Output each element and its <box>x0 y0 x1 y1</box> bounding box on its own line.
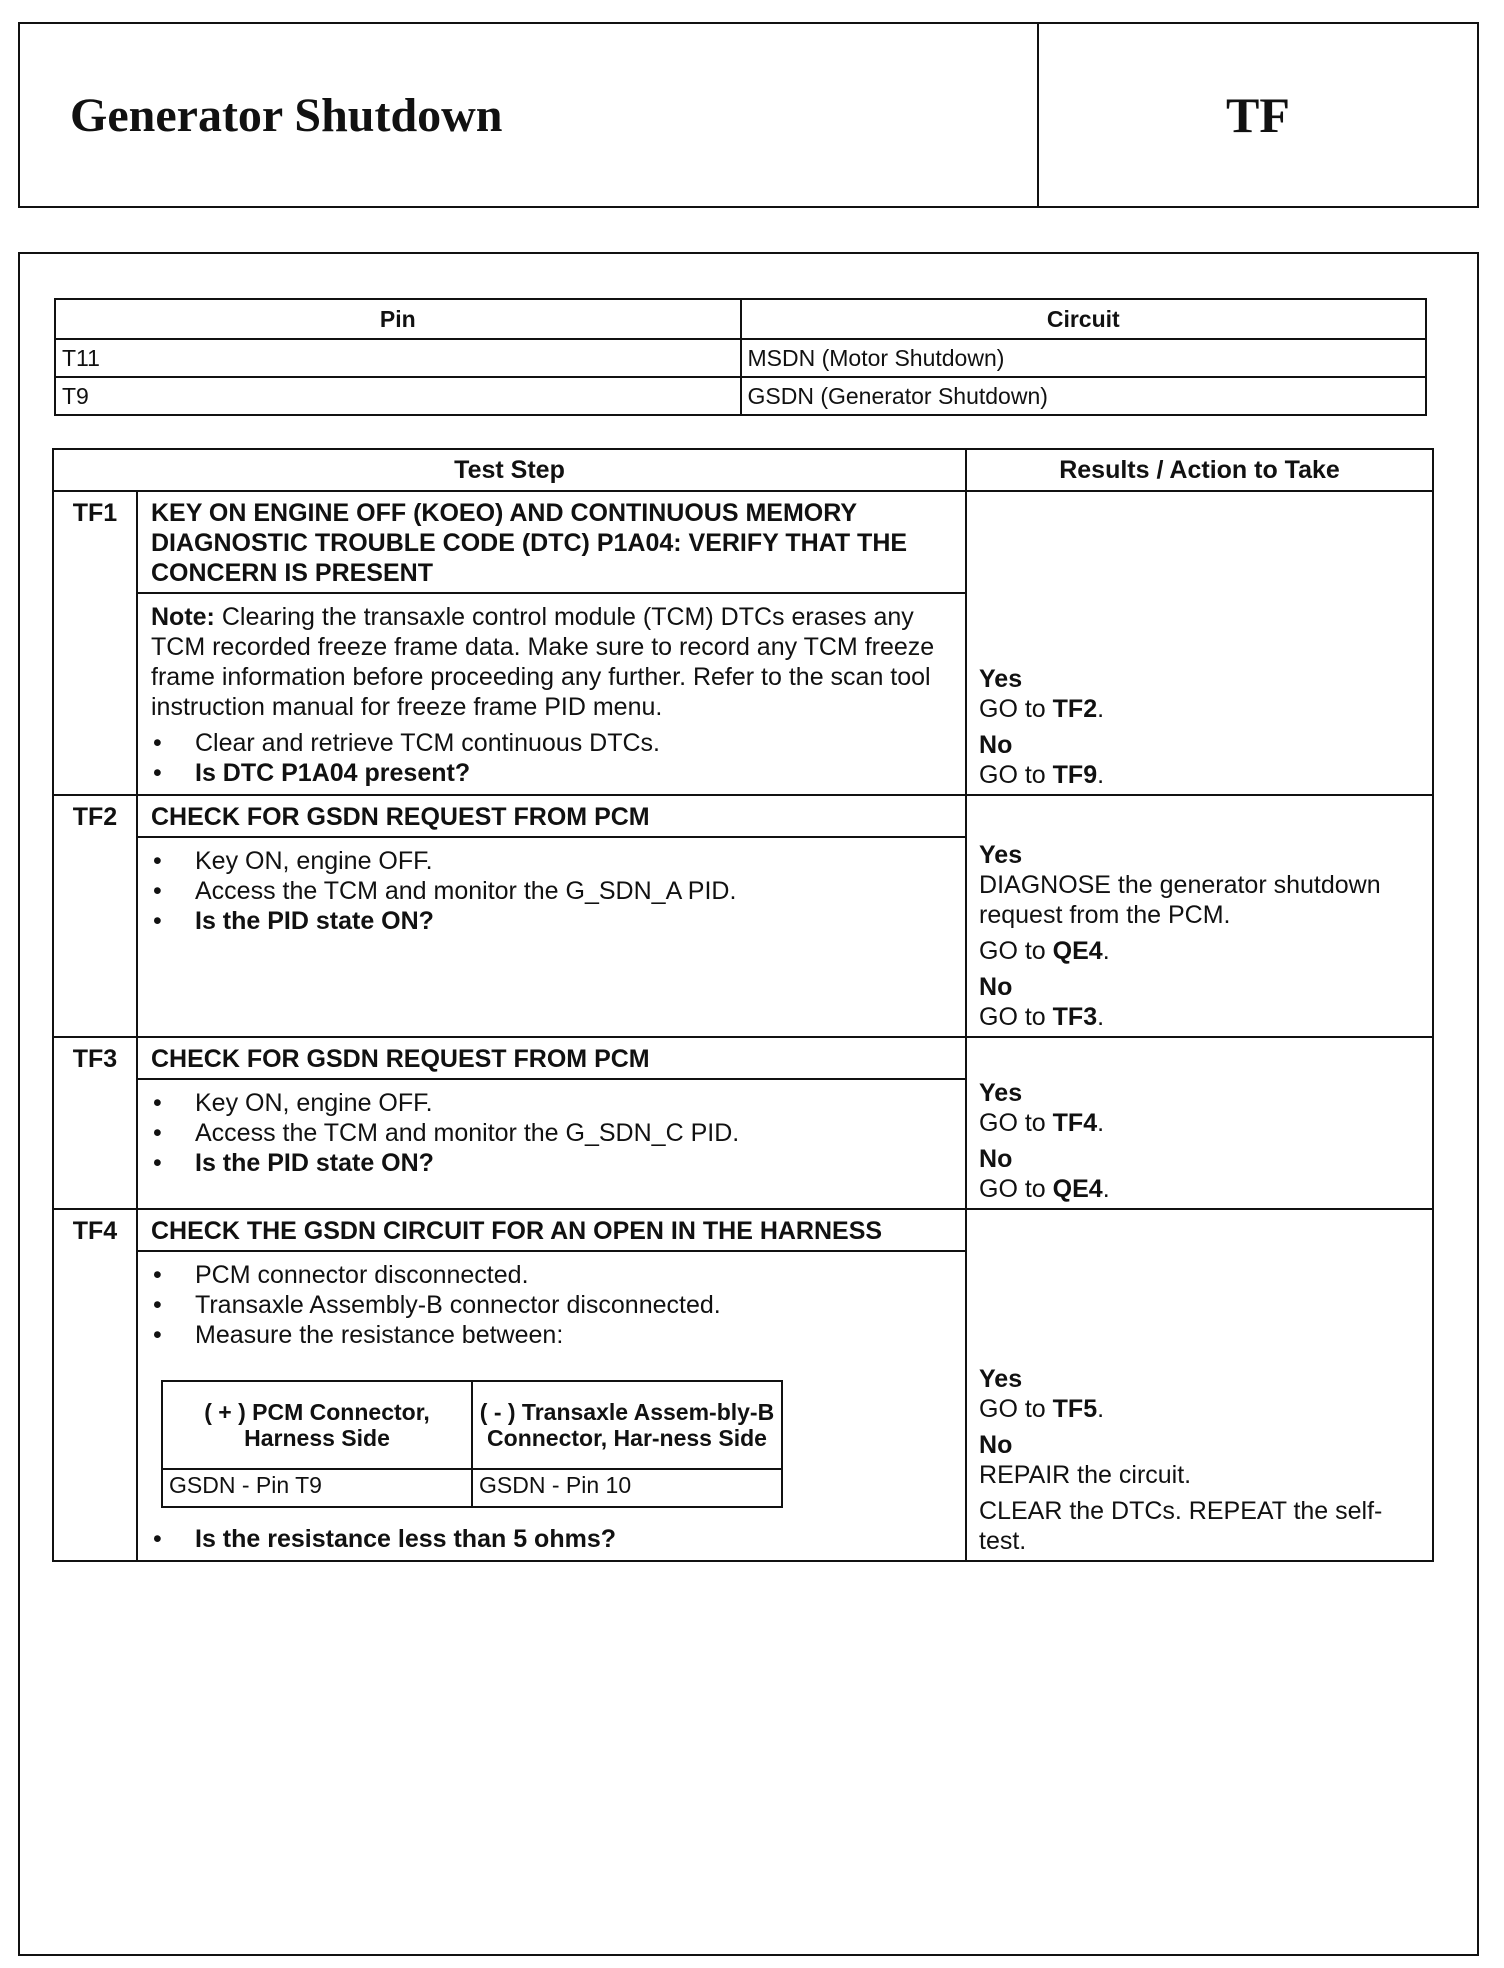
step-id-spacer <box>53 837 137 1037</box>
step-id: TF1 <box>53 491 137 593</box>
step-title: KEY ON ENGINE OFF (KOEO) AND CONTINUOUS MEMORY DIAGNOSTIC TROUBLE CODE (DTC) P1A04: VERIFY THAT THE CONCERN IS PRESENT <box>137 491 966 593</box>
note-label: Note: <box>151 603 215 631</box>
yes-text: DIAGNOSE the generator shutdown request from the PCM. <box>979 871 1381 929</box>
step-results <box>966 1037 1433 1209</box>
yes-label: Yes <box>979 841 1023 869</box>
bullet-text: Clear and retrieve TCM continuous DTCs. <box>195 729 660 757</box>
goto-suffix: . <box>1097 1003 1105 1031</box>
step-body <box>137 593 966 795</box>
transaxle-pin-cell: GSDN - Pin 10 <box>472 1469 782 1507</box>
list-item <box>151 1118 955 1148</box>
yes-result <box>979 840 1422 966</box>
step-id-spacer <box>53 1079 137 1209</box>
bullet-icon: • <box>153 847 162 875</box>
step-id-spacer <box>53 593 137 795</box>
pin-header: Pin <box>55 299 741 339</box>
step-note <box>151 602 955 722</box>
circuit-header: Circuit <box>741 299 1427 339</box>
step-id: TF2 <box>53 795 137 837</box>
test-step-table <box>52 448 1434 1562</box>
bullet-text: PCM connector disconnected. <box>195 1261 529 1289</box>
yes-result <box>979 1364 1422 1424</box>
yes-label: Yes <box>979 1079 1023 1107</box>
no-text: REPAIR the circuit. <box>979 1461 1192 1489</box>
no-label: No <box>979 1431 1013 1459</box>
list-item <box>151 1260 955 1290</box>
goto-suffix: . <box>1097 1395 1105 1423</box>
goto-target: QE4 <box>1052 937 1103 965</box>
page-title: Generator Shutdown <box>20 24 1039 206</box>
step-id: TF4 <box>53 1209 137 1251</box>
goto-suffix: . <box>1102 1175 1110 1203</box>
goto-suffix: . <box>1102 937 1110 965</box>
list-item <box>151 728 955 758</box>
bullet-icon: • <box>153 1525 162 1553</box>
goto-text: GO to <box>979 1003 1053 1031</box>
goto-target: TF5 <box>1052 1395 1098 1423</box>
bullet-icon: • <box>153 759 162 787</box>
goto-text: GO to <box>979 695 1053 723</box>
step-results <box>966 1209 1433 1561</box>
list-item <box>151 1088 955 1118</box>
table-row <box>162 1469 782 1507</box>
bullet-text: Access the TCM and monitor the G_SDN_A PID. <box>195 877 737 905</box>
step-title-row <box>53 1037 1433 1079</box>
step-id-spacer <box>53 1251 137 1561</box>
note-text: Clearing the transaxle control module (TCM) DTCs erases any TCM recorded freeze frame data. Make sure to record any TCM freeze frame information before proceeding any further. Refer to the scan tool instruction manual for freeze frame PID menu. <box>151 603 935 721</box>
goto-text: GO to <box>979 761 1053 789</box>
bullet-text: Access the TCM and monitor the G_SDN_C PID. <box>195 1119 740 1147</box>
bullet-text: Key ON, engine OFF. <box>195 847 433 875</box>
no-label: No <box>979 731 1013 759</box>
step-results <box>966 795 1433 1037</box>
step-title: CHECK THE GSDN CIRCUIT FOR AN OPEN IN THE HARNESS <box>137 1209 966 1251</box>
no-text: CLEAR the DTCs. REPEAT the self-test. <box>979 1497 1383 1555</box>
step-id: TF3 <box>53 1037 137 1079</box>
no-label: No <box>979 1145 1013 1173</box>
step-body <box>137 1079 966 1209</box>
bullet-icon: • <box>153 1261 162 1289</box>
table-header-row <box>55 299 1426 339</box>
goto-suffix: . <box>1097 1109 1105 1137</box>
goto-text: GO to <box>979 1109 1053 1137</box>
goto-text: GO to <box>979 1395 1053 1423</box>
step-title: CHECK FOR GSDN REQUEST FROM PCM <box>137 795 966 837</box>
bullet-icon: • <box>153 1119 162 1147</box>
bullet-text: Measure the resistance between: <box>195 1321 564 1349</box>
pin-circuit-table <box>54 298 1427 416</box>
goto-suffix: . <box>1097 761 1105 789</box>
list-item <box>151 1290 955 1320</box>
list-item <box>151 906 955 936</box>
step-question: Is the PID state ON? <box>195 907 434 935</box>
no-result <box>979 972 1422 1032</box>
goto-target: TF4 <box>1052 1109 1098 1137</box>
test-step-header: Test Step <box>53 449 966 491</box>
table-row <box>55 339 1426 377</box>
bullet-icon: • <box>153 907 162 935</box>
step-question: Is DTC P1A04 present? <box>195 759 471 787</box>
bullet-icon: • <box>153 1149 162 1177</box>
step-title-row <box>53 1209 1433 1251</box>
goto-target: TF9 <box>1052 761 1098 789</box>
step-title: CHECK FOR GSDN REQUEST FROM PCM <box>137 1037 966 1079</box>
table-row <box>55 377 1426 415</box>
no-result <box>979 730 1422 790</box>
bullet-icon: • <box>153 1321 162 1349</box>
goto-suffix: . <box>1097 695 1105 723</box>
bullet-icon: • <box>153 1089 162 1117</box>
step-question: Is the resistance less than 5 ohms? <box>195 1525 616 1553</box>
circuit-cell: MSDN (Motor Shutdown) <box>741 339 1427 377</box>
section-code: TF <box>1226 87 1290 143</box>
pcm-connector-header: ( + ) PCM Connector, Harness Side <box>162 1381 472 1469</box>
list-item <box>151 846 955 876</box>
step-body <box>137 837 966 1037</box>
yes-result <box>979 1078 1422 1138</box>
bullet-text: Key ON, engine OFF. <box>195 1089 433 1117</box>
no-result <box>979 1144 1422 1204</box>
yes-label: Yes <box>979 665 1023 693</box>
step-body <box>137 1251 966 1561</box>
list-item <box>151 1148 955 1178</box>
content-frame <box>18 252 1479 1956</box>
bullet-text: Transaxle Assembly-B connector disconnected. <box>195 1291 721 1319</box>
table-header-row <box>162 1381 782 1469</box>
goto-target: TF2 <box>1052 695 1098 723</box>
yes-result <box>979 664 1422 724</box>
results-header: Results / Action to Take <box>966 449 1433 491</box>
list-item <box>151 876 955 906</box>
pin-cell: T11 <box>55 339 741 377</box>
page-header <box>18 22 1479 208</box>
pcm-pin-cell: GSDN - Pin T9 <box>162 1469 472 1507</box>
bullet-icon: • <box>153 729 162 757</box>
goto-target: QE4 <box>1052 1175 1103 1203</box>
goto-text: GO to <box>979 1175 1053 1203</box>
circuit-cell: GSDN (Generator Shutdown) <box>741 377 1427 415</box>
yes-label: Yes <box>979 1365 1023 1393</box>
list-item <box>151 1320 955 1350</box>
step-title-row <box>53 795 1433 837</box>
step-title-row <box>53 491 1433 593</box>
pin-cell: T9 <box>55 377 741 415</box>
list-item <box>151 1524 955 1554</box>
no-result <box>979 1430 1422 1556</box>
transaxle-connector-header: ( - ) Transaxle Assem-bly-B Connector, Har-ness Side <box>472 1381 782 1469</box>
no-label: No <box>979 973 1013 1001</box>
goto-target: TF3 <box>1052 1003 1098 1031</box>
list-item <box>151 758 955 788</box>
goto-text: GO to <box>979 937 1053 965</box>
table-header-row <box>53 449 1433 491</box>
step-results <box>966 491 1433 795</box>
bullet-icon: • <box>153 877 162 905</box>
step-question: Is the PID state ON? <box>195 1149 434 1177</box>
bullet-icon: • <box>153 1291 162 1319</box>
resistance-table <box>161 1380 783 1508</box>
